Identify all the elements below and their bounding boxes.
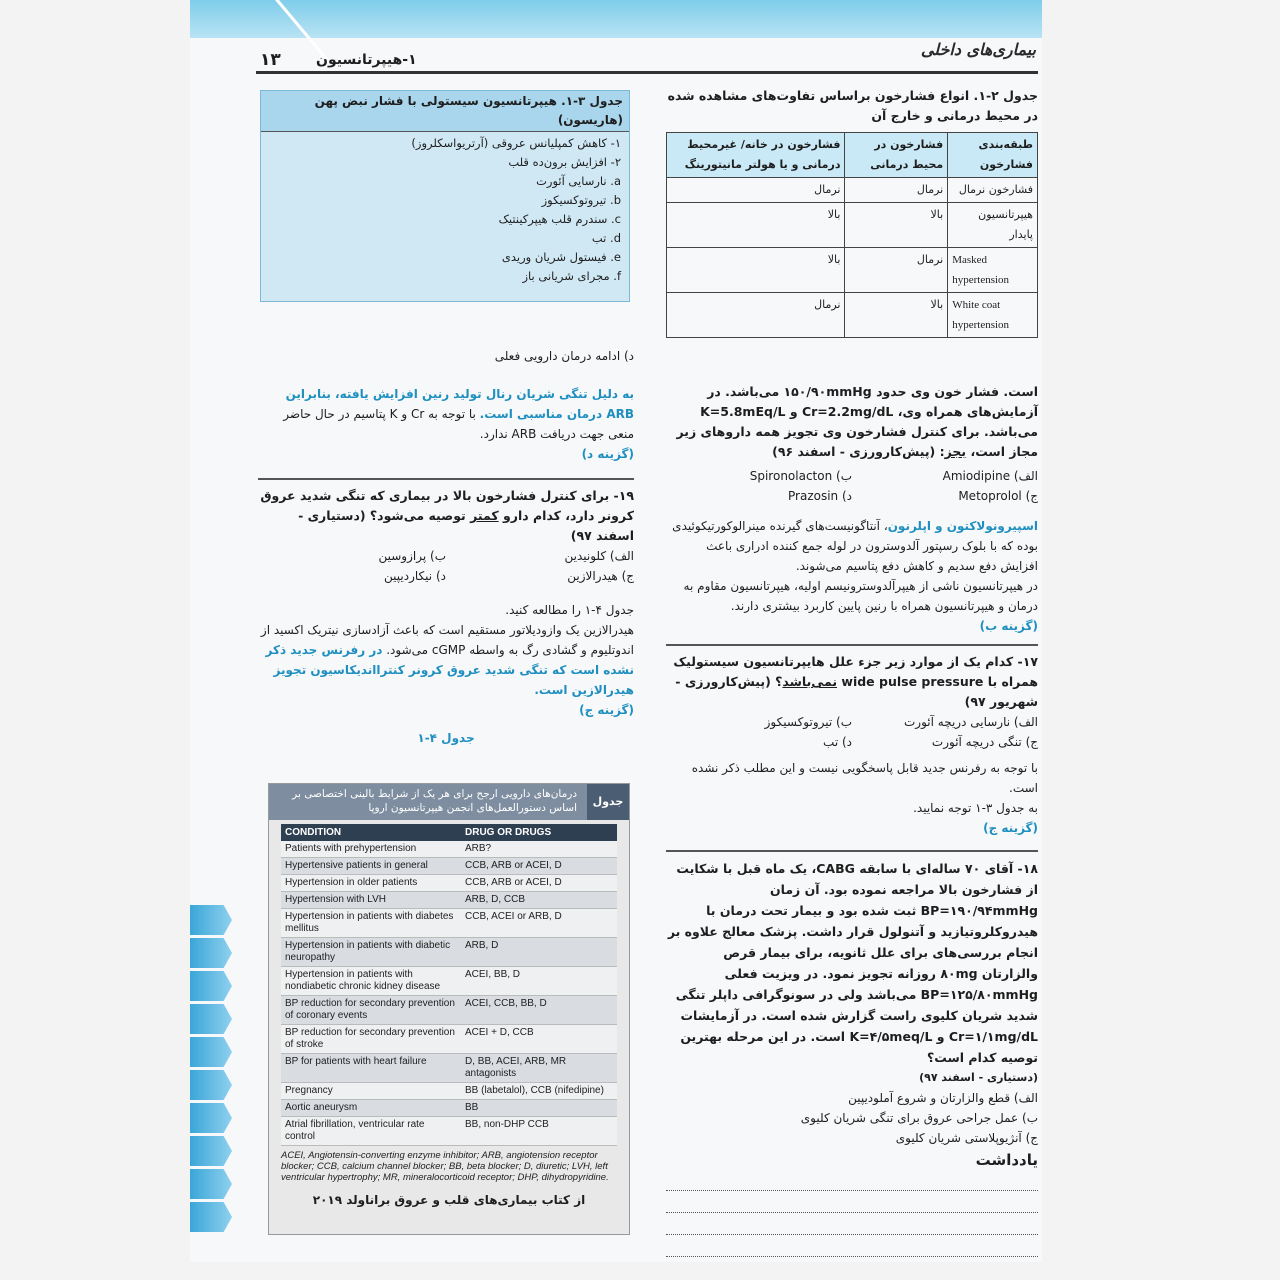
options-19 [258, 546, 634, 586]
separator [666, 644, 1038, 646]
question-source: : (پیش‌کارورزی - اسفند ۹۶) [772, 444, 945, 459]
option-b: ب) پرازوسین [378, 549, 446, 563]
table-cell: فشارخون نرمال [948, 178, 1038, 203]
table4-grid [281, 824, 617, 1146]
list-item: ۱- کاهش کمپلیانس عروقی (آرتریواسکلروز) [411, 136, 621, 150]
option-a: الف) قطع والزارتان و شروع آملودیپین [848, 1091, 1038, 1105]
table4-source: از کتاب بیماری‌های قلب و عروق براناولد ۲۰۱۹ [312, 1193, 586, 1207]
list-item: e. فیستول شریان وریدی [501, 250, 621, 264]
table-cell: D, BB, ACEI, ARB, MR antagonists [461, 1054, 617, 1083]
answer-text: با توجه به Cr و K پتاسیم در حال حاضر منعی جهت دریافت ARB ندارد. [283, 407, 634, 441]
table-cell: بالا [845, 293, 948, 338]
table-cell: بالا [667, 248, 845, 293]
table-cell: نرمال [845, 248, 948, 293]
table4 [268, 783, 630, 1235]
table-cell: Hypertension in patients with diabetes mellitus [281, 909, 461, 938]
right-column [666, 86, 1038, 1148]
answer-19 [258, 620, 634, 700]
side-tab[interactable] [190, 1202, 232, 1232]
table-row [281, 1025, 617, 1054]
question-not: نمی‌باشد [782, 674, 838, 689]
table-cell: ARB, D [461, 938, 617, 967]
table-cell: Hypertension in older patients [281, 875, 461, 892]
chapter-title: ۱-هیپرتانسیون [316, 52, 417, 68]
table4-col-condition: CONDITION [281, 824, 461, 841]
side-tab[interactable] [190, 1037, 232, 1067]
side-tab[interactable] [190, 1103, 232, 1133]
left-column [258, 346, 634, 748]
note-line[interactable] [666, 1169, 1038, 1191]
question-except: بجز [944, 444, 967, 459]
table-row [281, 892, 617, 909]
list-item: c. سندرم قلب هیپرکینتیک [498, 212, 621, 226]
table-cell: نرمال [845, 178, 948, 203]
option-d: د) Prazosin [788, 489, 852, 503]
option-d: د) تب [823, 735, 852, 749]
table2-caption: جدول ۲-۱. انواع فشارخون براساس تفاوت‌های مشاهده شده در محیط درمانی و خارج آن [667, 88, 1038, 123]
table-row [281, 1117, 617, 1146]
list-item: f. مجرای شریانی باز [522, 269, 621, 283]
table-cell: White coat hypertension [948, 293, 1038, 338]
answer-18 [258, 384, 634, 444]
table3-list [261, 132, 629, 288]
answer-blue: به دلیل تنگی شریان رنال تولید رنین افزایش یافته، بنابراین ARB درمان مناسبی است. [285, 387, 634, 421]
answer-16 [666, 516, 1038, 576]
question-less: کمتر [470, 508, 499, 523]
side-tabs [190, 905, 232, 1235]
list-item: ۲- افزایش برون‌ده قلب [508, 155, 621, 169]
table-cell: ACEI, BB, D [461, 967, 617, 996]
question-text: ۱۷- کدام یک از موارد زیر جزء علل هایپرتانسیون سیستولیک همراه با wide pulse pressure [673, 654, 1038, 689]
question-17 [666, 652, 1038, 712]
note-line[interactable] [666, 1191, 1038, 1213]
table2-header: طبقه‌بندی فشارخون [948, 133, 1038, 178]
table-cell: Hypertension in patients with diabetic neuropathy [281, 938, 461, 967]
option-c: ج) تنگی دریچه آئورت [931, 735, 1038, 749]
answer-16-text2: در هیپرتانسیون ناشی از هیپرآلدوسترونیسم اولیه، هیپرتانسیون مقاوم به درمان و هیپرتانسیون همراه با رنین پایین کاربرد بیشتری دارند. [683, 579, 1038, 613]
question-19 [258, 486, 634, 546]
table4-tag: جدول [587, 784, 629, 820]
answer-19-text: جدول ۴-۱ را مطالعه کنید. [505, 603, 634, 617]
table-cell: ARB, D, CCB [461, 892, 617, 909]
table-cell: BP for patients with heart failure [281, 1054, 461, 1083]
table-row [281, 858, 617, 875]
table4-col-drugs: DRUG OR DRUGS [461, 824, 617, 841]
table4-header [269, 784, 629, 820]
table-cell: Pregnancy [281, 1083, 461, 1100]
side-tab[interactable] [190, 905, 232, 935]
option-b: ب) Spironolacton [749, 469, 852, 483]
table2-header: فشارخون در محیط درمانی [845, 133, 948, 178]
table-cell: Aortic aneurysm [281, 1100, 461, 1117]
separator [666, 850, 1038, 852]
table-row [281, 967, 617, 996]
option-c: ج) آنژیوپلاستی شریان کلیوی [895, 1131, 1038, 1145]
question-text: ۱۹- برای کنترل فشارخون بالا در بیماری که تنگی شدید عروق کرونر دارد، کدام دارو [260, 488, 634, 523]
option-d: د) نیکاردیپین [384, 569, 446, 583]
table-row [281, 1083, 617, 1100]
table-cell: نرمال [667, 178, 845, 203]
option-c: ج) Metoprolol [958, 489, 1038, 503]
option-a: الف) کلونیدین [564, 549, 634, 563]
question-source: توصیه می‌شود؟ (دستیاری - اسفند ۹۷) [298, 508, 634, 543]
option-a: الف) Amiodipine [942, 469, 1038, 483]
answer-18-choice: (گزینه د) [581, 447, 634, 461]
table-row [281, 841, 617, 858]
answer-16-choice: (گزینه ب) [979, 619, 1038, 633]
options-16 [666, 466, 1038, 506]
side-tab[interactable] [190, 1070, 232, 1100]
table-cell: نرمال [667, 293, 845, 338]
table-cell: CCB, ARB or ACEI, D [461, 858, 617, 875]
table4-footnote: ACEI, Angiotensin-converting enzyme inhibitor; ARB, angiotension receptor blocker; CCB, calcium channel blocker; BB, beta blocker; D, diuretic; LVH, left ventricular hypertrophy; MR, mineralocorticoid receptor; DHP, dihydropyridine. [281, 1150, 609, 1183]
list-item: b. تیروتوکسیکوز [541, 193, 621, 207]
table-cell: BB (labetalol), CCB (nifedipine) [461, 1083, 617, 1100]
table3-caption: جدول ۳-۱. هیپرتانسیون سیستولی با فشار نبض پهن (هاریسون) [261, 91, 629, 132]
table-cell: BP reduction for secondary prevention of coronary events [281, 996, 461, 1025]
table-cell: ACEI, CCB, BB, D [461, 996, 617, 1025]
option-b: ب) عمل جراحی عروق برای تنگی شریان کلیوی [800, 1111, 1038, 1125]
table-cell: Hypertension with LVH [281, 892, 461, 909]
answer-lead: اسپیرونولاکتون و اپلرنون [887, 519, 1038, 533]
answer-text: هیدرالازین یک وازودیلاتور مستقیم است که باعث آزادسازی نیتریک اکسید از اندوتلیوم و گشادی رگ به واسطه cGMP می‌شود. [260, 623, 634, 657]
option-a: الف) نارسایی دریچه آئورت [903, 715, 1038, 729]
option-d: د) ادامه درمان دارویی فعلی [494, 349, 634, 363]
table-cell: BB [461, 1100, 617, 1117]
table-cell: بالا [667, 203, 845, 248]
list-item: d. تب [591, 231, 621, 245]
table-row [667, 178, 1038, 203]
answer-19-choice: (گزینه ج) [579, 703, 634, 717]
table-cell: بالا [845, 203, 948, 248]
list-item: a. نارسایی آئورت [536, 174, 621, 188]
options-17 [666, 712, 1038, 752]
notes-section [666, 1150, 1038, 1257]
answer-text: ، آنتاگونیست‌های گیرنده مینرالوکورتیکوئیدی بوده که با بلوک رسپتور آلدوسترون در لوله جمع کننده ادراری باعث افزایش دفع سدیم و کاهش دفع پتاسیم می‌شوند. [672, 519, 1038, 573]
separator [258, 478, 634, 480]
table-cell: Atrial fibrillation, ventricular rate control [281, 1117, 461, 1146]
table-cell: Hypertension in patients with nondiabetic chronic kidney disease [281, 967, 461, 996]
table-cell: CCB, ACEI or ARB, D [461, 909, 617, 938]
notes-label: یادداشت [975, 1151, 1038, 1169]
table-row [667, 248, 1038, 293]
table-row [281, 1100, 617, 1117]
book-title: بیماری‌های داخلی [920, 40, 1036, 59]
side-tab[interactable] [190, 938, 232, 968]
side-tab[interactable] [190, 971, 232, 1001]
side-tab[interactable] [190, 1004, 232, 1034]
option-b: ب) تیروتوکسیکوز [764, 715, 852, 729]
question-source: ؟ (پیش‌کارورزی - شهریور ۹۷) [675, 674, 1038, 709]
answer-17-choice: (گزینه ج) [983, 821, 1038, 835]
side-tab[interactable] [190, 1136, 232, 1166]
side-tab[interactable] [190, 1169, 232, 1199]
question-text: است. فشار خون وی حدود ۱۵۰/۹۰mmHg می‌باشد. در آزمایش‌های همراه وی، Cr=2.2mg/dL و K=5.8mEq/L می‌باشد. برای کنترل فشارخون وی تجویز همه داروهای زیر مجاز است، [676, 384, 1038, 459]
question-18: ۱۸- آقای ۷۰ ساله‌ای با سابقه CABG، یک ماه قبل با شکایت از فشارخون بالا مراجعه نموده بود. آن زمان BP=۱۹۰/۹۴mmHg ثبت شده بود و بیمار تحت درمان با هیدروکلروتیازید و آتنولول قرار داشت. پزشک معالج علاوه بر انجام بررسی‌های برای علل ثانویه، برای بیمار قرص والزارتان ۸۰mg روزانه تجویز نمود. در ویزیت فعلی BP=۱۲۵/۸۰mmHg می‌باشد ولی در سونوگرافی داپلر تنگی شدید شریان کلیوی راست گزارش شده است. در آزمایشات Cr=۱/۱mg/dL و K=۴/۵meq/L است. در این مرحله بهترین توصیه کدام است؟ [667, 861, 1038, 1065]
table-row [281, 1054, 617, 1083]
question-18-source: (دستیاری - اسفند ۹۷) [919, 1071, 1038, 1084]
answer-blue: در رفرنس جدید ذکر نشده است که تنگی شدید عروق کرونر کنترااندیکاسیون تجویز هیدرالازین است. [265, 643, 634, 697]
table-cell: هیپرتانسیون پایدار [948, 203, 1038, 248]
option-c: ج) هیدرالازین [567, 569, 634, 583]
table-cell: Patients with prehypertension [281, 841, 461, 858]
book-page [190, 0, 1042, 1262]
table-cell: ACEI + D, CCB [461, 1025, 617, 1054]
top-banner [190, 0, 1042, 38]
note-line[interactable] [666, 1235, 1038, 1257]
table-row [281, 996, 617, 1025]
table4-header-text: درمان‌های دارویی ارجح برای هر یک از شرایط بالینی اختصاصی بر اساس دستورالعمل‌های انجمن هیپرتانسیون اروپا [292, 788, 577, 814]
table-row [281, 938, 617, 967]
table-row [281, 875, 617, 892]
table-row [667, 203, 1038, 248]
table2-header: فشارخون در خانه/ غیرمحیط درمانی و یا هولتر مانیتورینگ [667, 133, 845, 178]
table-cell: CCB, ARB or ACEI, D [461, 875, 617, 892]
table-cell: Masked hypertension [948, 248, 1038, 293]
table4-title: جدول ۴-۱ [417, 731, 475, 745]
question-16 [666, 382, 1038, 462]
table2 [666, 132, 1038, 338]
table3 [260, 90, 630, 302]
table-cell: Hypertensive patients in general [281, 858, 461, 875]
table-row [281, 909, 617, 938]
answer-17-text2: به جدول ۳-۱ توجه نمایید. [913, 801, 1038, 815]
note-line[interactable] [666, 1213, 1038, 1235]
answer-17-text: با توجه به رفرنس جدید قابل پاسخگویی نیست و این مطلب ذکر نشده است. [691, 761, 1038, 795]
table-cell: BB, non-DHP CCB [461, 1117, 617, 1146]
page-number: ۱۳ [260, 50, 281, 70]
table-row [667, 293, 1038, 338]
table-cell: ARB? [461, 841, 617, 858]
table-cell: BP reduction for secondary prevention of stroke [281, 1025, 461, 1054]
